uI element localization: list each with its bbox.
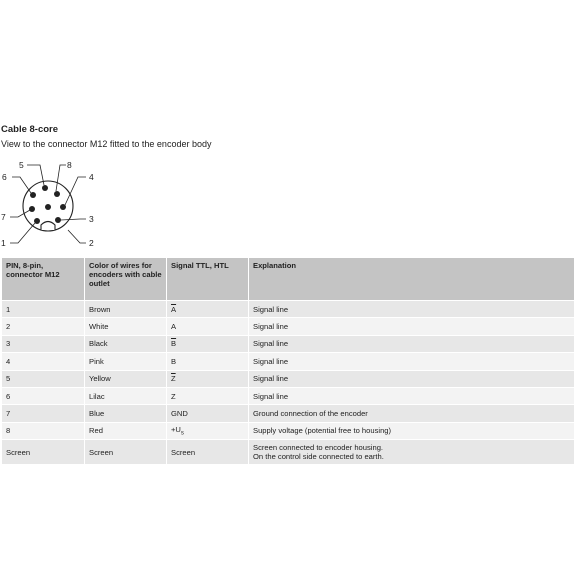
- cell-pin: 4: [2, 353, 85, 370]
- explanation-line: Ground connection of the encoder: [253, 408, 368, 418]
- header-explanation: Explanation: [249, 258, 575, 301]
- signal-name: GND: [171, 408, 188, 418]
- cell-signal: [167, 422, 249, 439]
- table-row: [2, 422, 575, 439]
- signal-name: Screen: [171, 447, 196, 457]
- table-row: [2, 440, 575, 465]
- cell-wire-color: Pink: [85, 353, 167, 370]
- pin-label-3: 3: [89, 214, 94, 224]
- cell-wire-color: Screen: [85, 440, 167, 465]
- cell-pin: 7: [2, 405, 85, 422]
- explanation-line: Signal line: [253, 356, 289, 366]
- cell-explanation: [249, 370, 575, 387]
- pin-dot-center: [45, 204, 51, 210]
- table-row: [2, 387, 575, 404]
- cell-explanation: [249, 387, 575, 404]
- pin-dot-5: [42, 185, 48, 191]
- signal-name: $\overline{B}$: [171, 339, 177, 349]
- signal-name: $\overline{A}$: [171, 304, 177, 314]
- cell-signal: [167, 387, 249, 404]
- explanation-line: Signal line: [253, 391, 289, 401]
- cell-pin: Screen: [2, 440, 85, 465]
- table-header-row: [2, 258, 575, 301]
- cell-signal: [167, 318, 249, 335]
- pin-label-4: 4: [89, 172, 94, 182]
- table-row: [2, 335, 575, 352]
- cell-signal: [167, 301, 249, 318]
- cell-signal: [167, 353, 249, 370]
- explanation-line: Screen connected to encoder housing.: [253, 443, 384, 453]
- cell-signal: [167, 440, 249, 465]
- cell-explanation: [249, 318, 575, 335]
- pin-label-1: 1: [1, 238, 6, 248]
- pin-dots: [29, 185, 66, 224]
- cell-explanation: [249, 353, 575, 370]
- cell-wire-color: Red: [85, 422, 167, 439]
- pin-dot-8: [54, 191, 60, 197]
- explanation-line: On the control side connected to earth.: [253, 452, 384, 462]
- signal-name: $\overline{Z}$: [171, 374, 176, 384]
- cell-pin: 6: [2, 387, 85, 404]
- signal-name: A: [171, 322, 177, 332]
- cell-wire-color: Lilac: [85, 387, 167, 404]
- pin-label-7: 7: [1, 212, 6, 222]
- cell-explanation: [249, 405, 575, 422]
- header-wire-color: Color of wires for encoders with cable outlet: [85, 258, 167, 301]
- table-row: [2, 318, 575, 335]
- pin-dot-3: [55, 217, 61, 223]
- explanation-line: Signal line: [253, 374, 289, 384]
- cell-wire-color: White: [85, 318, 167, 335]
- cell-signal: [167, 370, 249, 387]
- table-row: [2, 301, 575, 318]
- signal-subscript: s: [180, 430, 184, 437]
- cell-wire-color: Blue: [85, 405, 167, 422]
- cell-pin: 2: [2, 318, 85, 335]
- table-row: [2, 353, 575, 370]
- pin-label-8: 8: [67, 160, 72, 170]
- section-heading: Cable 8-core: [1, 124, 59, 135]
- cell-explanation: [249, 301, 575, 318]
- cell-pin: 3: [2, 335, 85, 352]
- section-subheading: View to the connector M12 fitted to the encoder body: [1, 139, 212, 149]
- cell-wire-color: Black: [85, 335, 167, 352]
- cell-explanation: [249, 335, 575, 352]
- pin-label-6: 6: [2, 172, 7, 182]
- explanation-line: Signal line: [253, 339, 289, 349]
- header-signal: Signal TTL, HTL: [167, 258, 249, 301]
- pin-label-5: 5: [19, 160, 24, 170]
- pin-dot-7: [29, 206, 35, 212]
- header-pin: PIN, 8-pin, connector M12: [2, 258, 85, 301]
- signal-name: B: [171, 356, 177, 366]
- pin-labels: [1, 160, 94, 248]
- cell-wire-color: Brown: [85, 301, 167, 318]
- explanation-line: Signal line: [253, 304, 289, 314]
- pin-label-2: 2: [89, 238, 94, 248]
- cell-explanation: [249, 422, 575, 439]
- cell-pin: 5: [2, 370, 85, 387]
- explanation-line: Signal line: [253, 322, 289, 332]
- cell-explanation: [249, 440, 575, 465]
- cell-wire-color: Yellow: [85, 370, 167, 387]
- m12-connector-diagram: [0, 155, 110, 255]
- table-row: [2, 370, 575, 387]
- signal-name: Z: [171, 391, 176, 401]
- explanation-line: Supply voltage (potential free to housing): [253, 426, 392, 436]
- cell-pin: 8: [2, 422, 85, 439]
- cell-signal: [167, 335, 249, 352]
- pin-assignment-table: [1, 257, 575, 465]
- table-row: [2, 405, 575, 422]
- cell-pin: 1: [2, 301, 85, 318]
- cell-signal: [167, 405, 249, 422]
- signal-name: +U: [171, 424, 181, 434]
